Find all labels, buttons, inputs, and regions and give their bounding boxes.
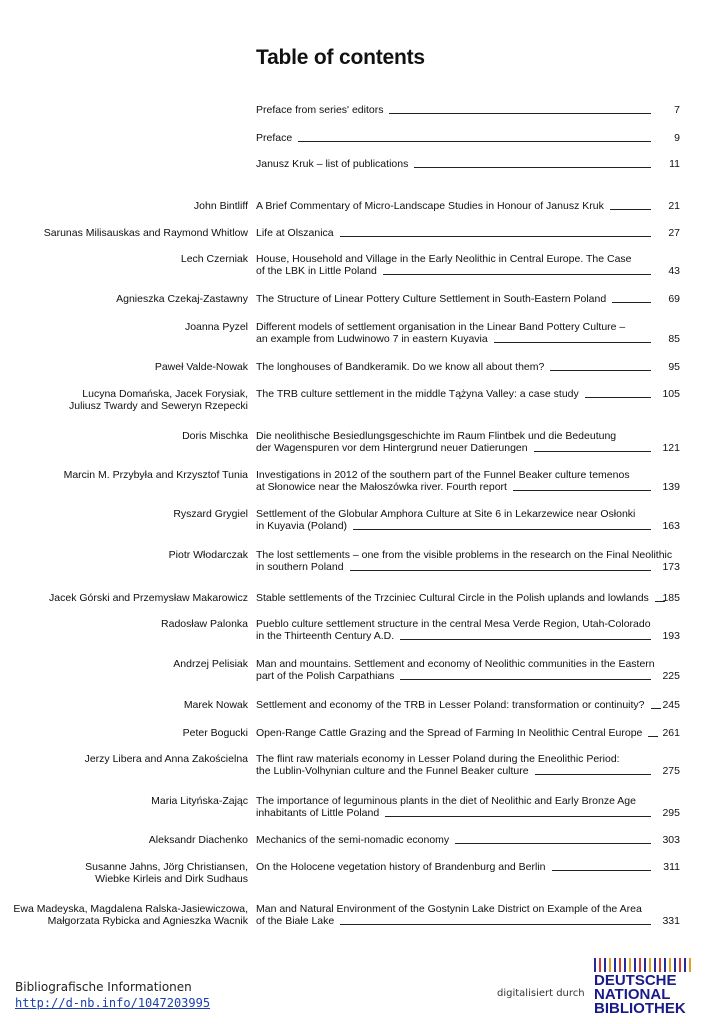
- digitized-by-label: digitalisiert durch: [497, 988, 585, 999]
- toc-title: [256, 388, 656, 400]
- toc-page-number: 105: [662, 388, 680, 400]
- dot-leader: [610, 209, 651, 210]
- logo-stripe: [614, 958, 616, 972]
- toc-author-line: Peter Bogucki: [182, 727, 248, 739]
- toc-author: [0, 658, 248, 670]
- dot-leader: [385, 816, 651, 817]
- toc-author: [0, 469, 248, 481]
- toc-title: [256, 430, 656, 454]
- toc-author-line: Lucyna Domańska, Jacek Forysiak,: [82, 388, 248, 400]
- toc-title-line: The importance of leguminous plants in the diet of Neolithic and Early Bronze Age: [256, 795, 636, 807]
- dot-leader: [400, 639, 651, 640]
- toc-title-line: in southern Poland: [256, 561, 344, 573]
- toc-page-number: 295: [662, 807, 680, 819]
- toc-author-line: John Bintliff: [193, 200, 248, 212]
- logo-stripe: [664, 958, 666, 972]
- toc-title-line: The Structure of Linear Pottery Culture Settlement in South-Eastern Poland: [256, 293, 607, 305]
- toc-author-line: Juliusz Twardy and Seweryn Rzepecki: [69, 400, 248, 412]
- toc-title-line: part of the Polish Carpathians: [256, 670, 395, 682]
- toc-title-line: der Wagenspuren vor dem Hintergrund neuer Datierungen: [256, 442, 528, 454]
- logo-stripe: [669, 958, 671, 972]
- toc-title-line: Janusz Kruk – list of publications: [256, 158, 409, 170]
- toc-author: [0, 727, 248, 739]
- toc-title: [256, 469, 656, 493]
- toc-title-line: inhabitants of Little Poland: [256, 807, 380, 819]
- toc-title-line: On the Holocene vegetation history of Brandenburg and Berlin: [256, 861, 546, 873]
- dot-leader: [353, 529, 651, 530]
- toc-author-line: Piotr Włodarczak: [168, 549, 248, 561]
- dot-leader: [340, 924, 651, 925]
- toc-author-line: Joanna Pyzel: [184, 321, 248, 333]
- logo-stripe: [604, 958, 606, 972]
- dnb-record-link[interactable]: http://d-nb.info/1047203995: [15, 996, 211, 1010]
- toc-title: [256, 253, 656, 277]
- toc-title: [256, 618, 656, 642]
- logo-stripe: [674, 958, 676, 972]
- toc-title-line: in Kuyavia (Poland): [256, 520, 348, 532]
- toc-author-line: Ewa Madeyska, Magdalena Ralska-Jasiewiczowa,: [13, 903, 248, 915]
- toc-title-line: Man and Natural Environment of the Gostynin Lake District on Example of the Area: [256, 903, 642, 915]
- toc-page-number: 245: [662, 699, 680, 711]
- logo-stripe: [644, 958, 646, 972]
- toc-title: [256, 158, 656, 170]
- dot-leader: [414, 167, 651, 168]
- toc-title: [256, 200, 656, 212]
- toc-author: [0, 618, 248, 630]
- toc-title-line: of the Białe Lake: [256, 915, 335, 927]
- dot-leader: [513, 490, 651, 491]
- toc-title-line: Pueblo culture settlement structure in the central Mesa Verde Region, Utah-Colorado: [256, 618, 651, 630]
- toc-author-line: Paweł Valde-Nowak: [154, 361, 248, 373]
- toc-author-line: Agnieszka Czekaj-Zastawny: [116, 293, 248, 305]
- toc-author: [0, 361, 248, 373]
- toc-title-line: Investigations in 2012 of the southern part of the Funnel Beaker culture temenos: [256, 469, 630, 481]
- dot-leader: [494, 342, 651, 343]
- toc-title-line: The TRB culture settlement in the middle Tążyna Valley: a case study: [256, 388, 579, 400]
- toc-page-number: 43: [668, 265, 680, 277]
- toc-author-line: Lech Czerniak: [180, 253, 248, 265]
- logo-stripe: [629, 958, 631, 972]
- toc-title-line: Open-Range Cattle Grazing and the Spread of Farming In Neolithic Central Europe: [256, 727, 643, 739]
- toc-title-line: The flint raw materials economy in Lesser Poland during the Eneolithic Period:: [256, 753, 620, 765]
- toc-title: [256, 903, 656, 927]
- toc-author: [0, 200, 248, 212]
- toc-title-line: Settlement and economy of the TRB in Lesser Poland: transformation or continuity?: [256, 699, 645, 711]
- toc-author-line: Małgorzata Rybicka and Agnieszka Wacnik: [47, 915, 248, 927]
- logo-stripe: [634, 958, 636, 972]
- toc-page-number: 69: [668, 293, 680, 305]
- toc-title-line: Stable settlements of the Trzciniec Cultural Circle in the Polish uplands and lowlands: [256, 592, 649, 604]
- logo-stripe: [639, 958, 641, 972]
- toc-title: [256, 227, 656, 239]
- toc-title-line: Preface from series' editors: [256, 104, 384, 116]
- toc-author-line: Ryszard Grygiel: [173, 508, 248, 520]
- toc-title: [256, 293, 656, 305]
- toc-page-number: 261: [662, 727, 680, 739]
- page-title: Table of contents: [256, 46, 425, 69]
- toc-title: [256, 132, 656, 144]
- logo-stripe: [689, 958, 691, 972]
- toc-author: [0, 430, 248, 442]
- dot-leader: [612, 302, 651, 303]
- toc-title: [256, 861, 656, 873]
- toc-title: [256, 753, 656, 777]
- dot-leader: [455, 843, 651, 844]
- toc-title-line: Different models of settlement organisation in the Linear Band Pottery Culture –: [256, 321, 626, 333]
- toc-author: [0, 699, 248, 711]
- toc-title: [256, 834, 656, 846]
- toc-page-number: 85: [668, 333, 680, 345]
- logo-line-2: NATIONAL: [594, 986, 671, 1003]
- toc-author-line: Radosław Palonka: [161, 618, 248, 630]
- logo-stripe: [624, 958, 626, 972]
- toc-author-line: Sarunas Milisauskas and Raymond Whitlow: [43, 227, 248, 239]
- bibliographic-info-label: Bibliografische Informationen: [15, 980, 192, 994]
- toc-page-number: 95: [668, 361, 680, 373]
- toc-author: [0, 903, 248, 927]
- logo-stripes: [594, 958, 691, 972]
- logo-stripe: [599, 958, 601, 972]
- toc-title-line: Mechanics of the semi-nomadic economy: [256, 834, 450, 846]
- toc-title-line: in the Thirteenth Century A.D.: [256, 630, 395, 642]
- toc-author-line: Jerzy Libera and Anna Zakościelna: [84, 753, 248, 765]
- toc-author: [0, 388, 248, 412]
- toc-page-number: 21: [668, 200, 680, 212]
- toc-author-line: Jacek Górski and Przemysław Makarowicz: [49, 592, 248, 604]
- toc-author-line: Aleksandr Diachenko: [148, 834, 248, 846]
- toc-author: [0, 834, 248, 846]
- toc-author-line: Marek Nowak: [183, 699, 248, 711]
- dnb-logo: [592, 958, 694, 1018]
- toc-title: [256, 658, 656, 682]
- toc-title-line: The longhouses of Bandkeramik. Do we know all about them?: [256, 361, 545, 373]
- logo-stripe: [619, 958, 621, 972]
- toc-author-line: Doris Mischka: [182, 430, 248, 442]
- dot-leader: [552, 870, 651, 871]
- toc-page-number: 311: [663, 861, 680, 873]
- logo-line-1: DEUTSCHE: [594, 972, 677, 989]
- toc-title-line: at Słonowice near the Małoszówka river. Fourth report: [256, 481, 507, 493]
- toc-title: [256, 699, 656, 711]
- dot-leader: [383, 274, 651, 275]
- toc-page-number: 303: [662, 834, 680, 846]
- dot-leader: [298, 141, 651, 142]
- toc-author-line: Marcin M. Przybyła and Krzysztof Tunia: [63, 469, 248, 481]
- dot-leader: [389, 113, 651, 114]
- toc-page-number: 173: [662, 561, 680, 573]
- toc-author: [0, 227, 248, 239]
- toc-page-number: 27: [668, 227, 680, 239]
- toc-page-number: 9: [674, 132, 680, 144]
- logo-stripe: [649, 958, 651, 972]
- toc-title-line: an example from Ludwinowo 7 in eastern Kuyavia: [256, 333, 488, 345]
- logo-stripe: [684, 958, 686, 972]
- toc-page-number: 139: [662, 481, 680, 493]
- logo-stripe: [594, 958, 596, 972]
- toc-title: [256, 104, 656, 116]
- toc-title: [256, 508, 656, 532]
- dot-leader: [550, 370, 651, 371]
- dot-leader: [585, 397, 651, 398]
- dot-leader: [400, 679, 651, 680]
- toc-title-line: Preface: [256, 132, 293, 144]
- toc-title: [256, 321, 656, 345]
- logo-stripe: [654, 958, 656, 972]
- toc-page-number: 331: [662, 915, 680, 927]
- logo-stripe: [659, 958, 661, 972]
- logo-line-3: BIBLIOTHEK: [594, 1000, 686, 1017]
- toc-page-number: 7: [674, 104, 680, 116]
- toc-author-line: Wiebke Kirleis and Dirk Sudhaus: [95, 873, 248, 885]
- toc-title-line: Man and mountains. Settlement and economy of Neolithic communities in the Eastern: [256, 658, 655, 670]
- toc-author: [0, 508, 248, 520]
- logo-stripe: [679, 958, 681, 972]
- toc-page-number: 185: [662, 592, 680, 604]
- dot-leader: [350, 570, 651, 571]
- toc-title-line: Settlement of the Globular Amphora Culture at Site 6 in Lekarzewice near Osłonki: [256, 508, 636, 520]
- toc-title-line: Life at Olszanica: [256, 227, 334, 239]
- toc-author: [0, 549, 248, 561]
- toc-page-number: 225: [662, 670, 680, 682]
- toc-page-number: 275: [662, 765, 680, 777]
- toc-author: [0, 753, 248, 765]
- toc-author: [0, 592, 248, 604]
- toc-author-line: Andrzej Pelisiak: [173, 658, 248, 670]
- logo-stripe: [609, 958, 611, 972]
- toc-title-line: Die neolithische Besiedlungsgeschichte im Raum Flintbek und die Bedeutung: [256, 430, 617, 442]
- toc-author: [0, 321, 248, 333]
- toc-page-number: 121: [662, 442, 680, 454]
- toc-author: [0, 253, 248, 265]
- dot-leader: [535, 774, 651, 775]
- toc-title: [256, 795, 656, 819]
- toc-title: [256, 727, 656, 739]
- toc-author: [0, 795, 248, 807]
- dot-leader: [534, 451, 651, 452]
- toc-title: [256, 361, 656, 373]
- toc-page-number: 163: [662, 520, 680, 532]
- toc-title-line: of the LBK in Little Poland: [256, 265, 377, 277]
- toc-title-line: House, Household and Village in the Early Neolithic in Central Europe. The Case: [256, 253, 632, 265]
- toc-author: [0, 861, 248, 885]
- toc-title-line: A Brief Commentary of Micro-Landscape Studies in Honour of Janusz Kruk: [256, 200, 604, 212]
- toc-author-line: Susanne Jahns, Jörg Christiansen,: [85, 861, 248, 873]
- toc-page-number: 193: [662, 630, 680, 642]
- toc-author-line: Maria Lityńska-Zając: [151, 795, 248, 807]
- toc-page-number: 11: [669, 158, 680, 170]
- toc-author: [0, 293, 248, 305]
- toc-title-line: The lost settlements – one from the visible problems in the research on the Final Neolithic: [256, 549, 673, 561]
- dot-leader: [340, 236, 651, 237]
- dot-leader: [648, 736, 658, 737]
- toc-title-line: the Lublin-Volhynian culture and the Funnel Beaker culture: [256, 765, 529, 777]
- toc-title: [256, 592, 656, 604]
